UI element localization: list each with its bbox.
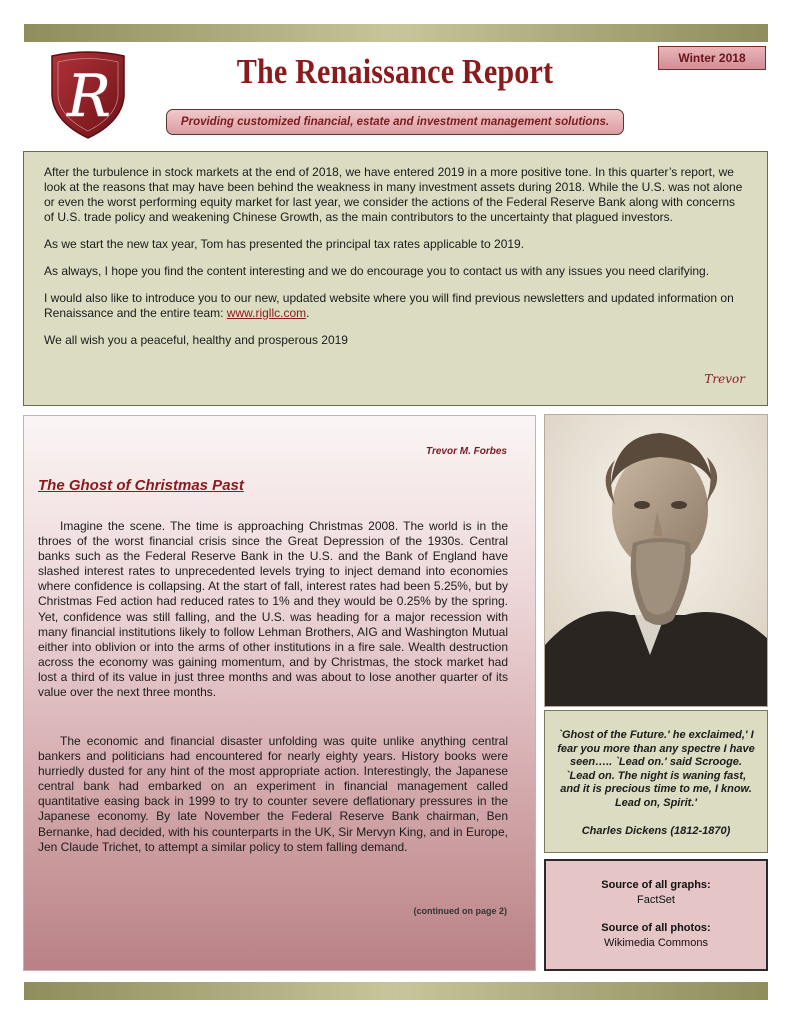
- dickens-quote-box: [544, 710, 768, 853]
- article-paragraph: Imagine the scene. The time is approaching Christmas 2008. The world is in the throes of the worst financial crisis since the Great Depression of the 1930s. Central banks such as the Federal Reserve Bank in the U.S. and the Bank of England have slashed interest rates to unprecedented levels trying to inject demand into economies where confidence is collapsing. At the start of fall, interest rates had been 5.25%, but by Christmas Fed action had reduced rates to 1% and they would be 0.25% by the spring. Yet, confidence was still falling, and the U.S. was heading for a major recession with many financial institutions likely to follow Lehman Brothers, AIG and Washington Mutual either into oblivion or into the arms of other institutions in a fire sale. Wealth destruction across the economy was gaining momentum, and by Christmas, the stock market had lost a third of its value in just three months and was about to lose another quarter of its value over the next three months.: [38, 519, 508, 700]
- issue-badge: Winter 2018: [658, 46, 766, 70]
- logo-letter: R: [67, 62, 111, 130]
- graphs-source-label: Source of all graphs:: [601, 879, 711, 891]
- article-headline: The Ghost of Christmas Past: [38, 477, 244, 494]
- article-paragraph: The economic and financial disaster unfolding was quite unlike anything central bankers and politicians had encountered for nearly eighty years. History books were hurriedly dusted for any hint of the most appropriate action. Interestingly, the Japanese central bank had embarked on an experiment in financial management called quantitative easing back in 1999 to try to counter severe deflationary pressures in the Japanese economy. By late November the Federal Reserve Bank chairman, Ben Bernanke, had decided, with his counterparts in the UK, Sir Mervyn King, and in Europe, Jen Claude Trichet, to attempt a similar policy to stem falling demand.: [38, 734, 508, 854]
- intro-paragraph: As we start the new tax year, Tom has presented the principal tax rates applicable to 2019.: [44, 237, 525, 251]
- intro-letter: [23, 151, 768, 406]
- website-suffix: .: [306, 306, 310, 320]
- bottom-decorative-band: [24, 982, 768, 1000]
- photos-source-label: Source of all photos:: [601, 922, 711, 934]
- quote-author: Charles Dickens (1812-1870): [581, 824, 731, 837]
- intro-paragraph: After the turbulence in stock markets at the end of 2018, we have entered 2019 in a more positive tone. In this quarter’s report, we look at the reasons that may have been behind the weakness in many investment assets during 2018. While the U.S. was not alone or even the worst performing equity market for last year, we consider the actions of the Federal Reserve Bank along with concerns of U.S. trade policy and weakening Chinese Growth, as the main contributors to the uncertainty that plagued investors.: [44, 165, 743, 224]
- charles-dickens-portrait: [544, 414, 768, 707]
- website-link[interactable]: www.rigllc.com: [226, 306, 307, 320]
- quote-text: `Ghost of the Future.' he exclaimed,' I fear you more than any spectre I have seen….. `Lead on.' said Scrooge. `Lead on. The night is waning fast, and it is precious time to me, I know. Lead on, Spirit.': [557, 729, 755, 809]
- graphs-source-value: FactSet: [637, 894, 675, 906]
- sources-box: [544, 859, 768, 971]
- intro-website-paragraph: [44, 291, 747, 321]
- intro-paragraph: As always, I hope you find the content interesting and we do encourage you to contact us with any issues you need clarifying.: [44, 264, 710, 278]
- intro-closing: We all wish you a peaceful, healthy and prosperous 2019: [44, 333, 348, 347]
- renaissance-logo-shield: [46, 50, 130, 140]
- continued-note: (continued on page 2): [413, 906, 507, 916]
- article-byline: Trevor M. Forbes: [426, 446, 507, 457]
- newsletter-title: The Renaissance Report: [236, 52, 554, 91]
- tagline: Providing customized financial, estate and investment management solutions.: [166, 109, 624, 135]
- signature: Trevor: [704, 372, 745, 386]
- photos-source-value: Wikimedia Commons: [604, 937, 708, 949]
- top-decorative-band: [24, 24, 768, 42]
- feature-article: [23, 415, 536, 971]
- website-prefix: I would also like to introduce you to our new, updated website where you will find previous newsletters and updated information on Renaissance and the entire team:: [44, 291, 734, 320]
